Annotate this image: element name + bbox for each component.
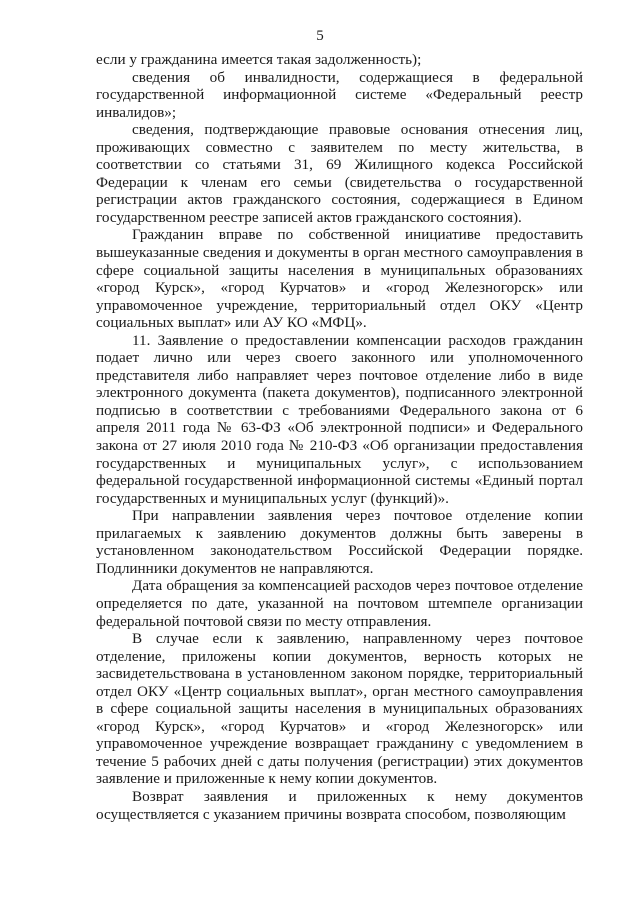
paragraph-uncertified-copies: В случае если к заявлению, направленному через почтовое отделение, приложены копии документов, верность которых не засвидетельствована в установленном законом порядке, территориальный отдел ОКУ «Центр социальных выплат», орган местного самоуправления в сфере социальной защиты населения в муниципальных образованиях «город Курск», «город Курчатов» и «город Железногорск» или управомоченное учреждение возвращает гражданину с уведомлением в течение 5 рабочих дней с даты получения (регистрации) этих документов заявление и приложенные к нему копии документов. bbox=[96, 630, 583, 788]
paragraph-disability-info: сведения об инвалидности, содержащиеся в федеральной государственной информационной системе «Федеральный реестр инвалидов»; bbox=[96, 68, 583, 121]
paragraph-family-members-info: сведения, подтверждающие правовые основания отнесения лиц, проживающих совместно с заявителем по месту жительства, в соответствии со статьями 31, 69 Жилищного кодекса Российской Федерации к членам его семьи (свидетельства о государственной регистрации актов гражданского состояния, содержащиеся в Едином государственном реестре записей актов гражданского состояния). bbox=[96, 121, 583, 226]
paragraph-postal-copies: При направлении заявления через почтовое отделение копии прилагаемых к заявлению документов должны быть заверены в установленном законодательством Российской Федерации порядке. Подлинники документов не направляются. bbox=[96, 507, 583, 577]
paragraph-return-of-application: Возврат заявления и приложенных к нему документов осуществляется с указанием причины возврата способом, позволяющим bbox=[96, 787, 583, 823]
paragraph-citizen-initiative: Гражданин вправе по собственной инициативе предоставить вышеуказанные сведения и документы в орган местного самоуправления в сфере социальной защиты населения в муниципальных образованиях «город Курск», «город Курчатов» и «город Железногорск» или управомоченное учреждение, территориальный отдел ОКУ «Центр социальных выплат» или АУ КО «МФЦ». bbox=[96, 226, 583, 332]
paragraph-clause-11: 11. Заявление о предоставлении компенсации расходов гражданин подает лично или через своего законного или уполномоченного представителя либо направляет через почтовое отделение либо в виде электронного документа (пакета документов), подписанного электронной подписью в соответствии с требованиями Федерального закона от 6 апреля 2011 года № 63-ФЗ «Об электронной подписи» и Федерального закона от 27 июля 2010 года № 210-ФЗ «Об организации предоставления государственных и муниципальных услуг», с использованием федеральной государственной информационной системы «Единый портал государственных и муниципальных услуг (функций)». bbox=[96, 331, 583, 507]
page-number: 5 bbox=[316, 28, 324, 44]
paragraph-application-date: Дата обращения за компенсацией расходов через почтовое отделение определяется по дате, указанной на почтовом штемпеле организации федеральной почтовой связи по месту отправления. bbox=[96, 577, 583, 630]
paragraph-debt-continuation: если у гражданина имеется такая задолженность); bbox=[96, 51, 422, 68]
document-body bbox=[96, 51, 583, 823]
